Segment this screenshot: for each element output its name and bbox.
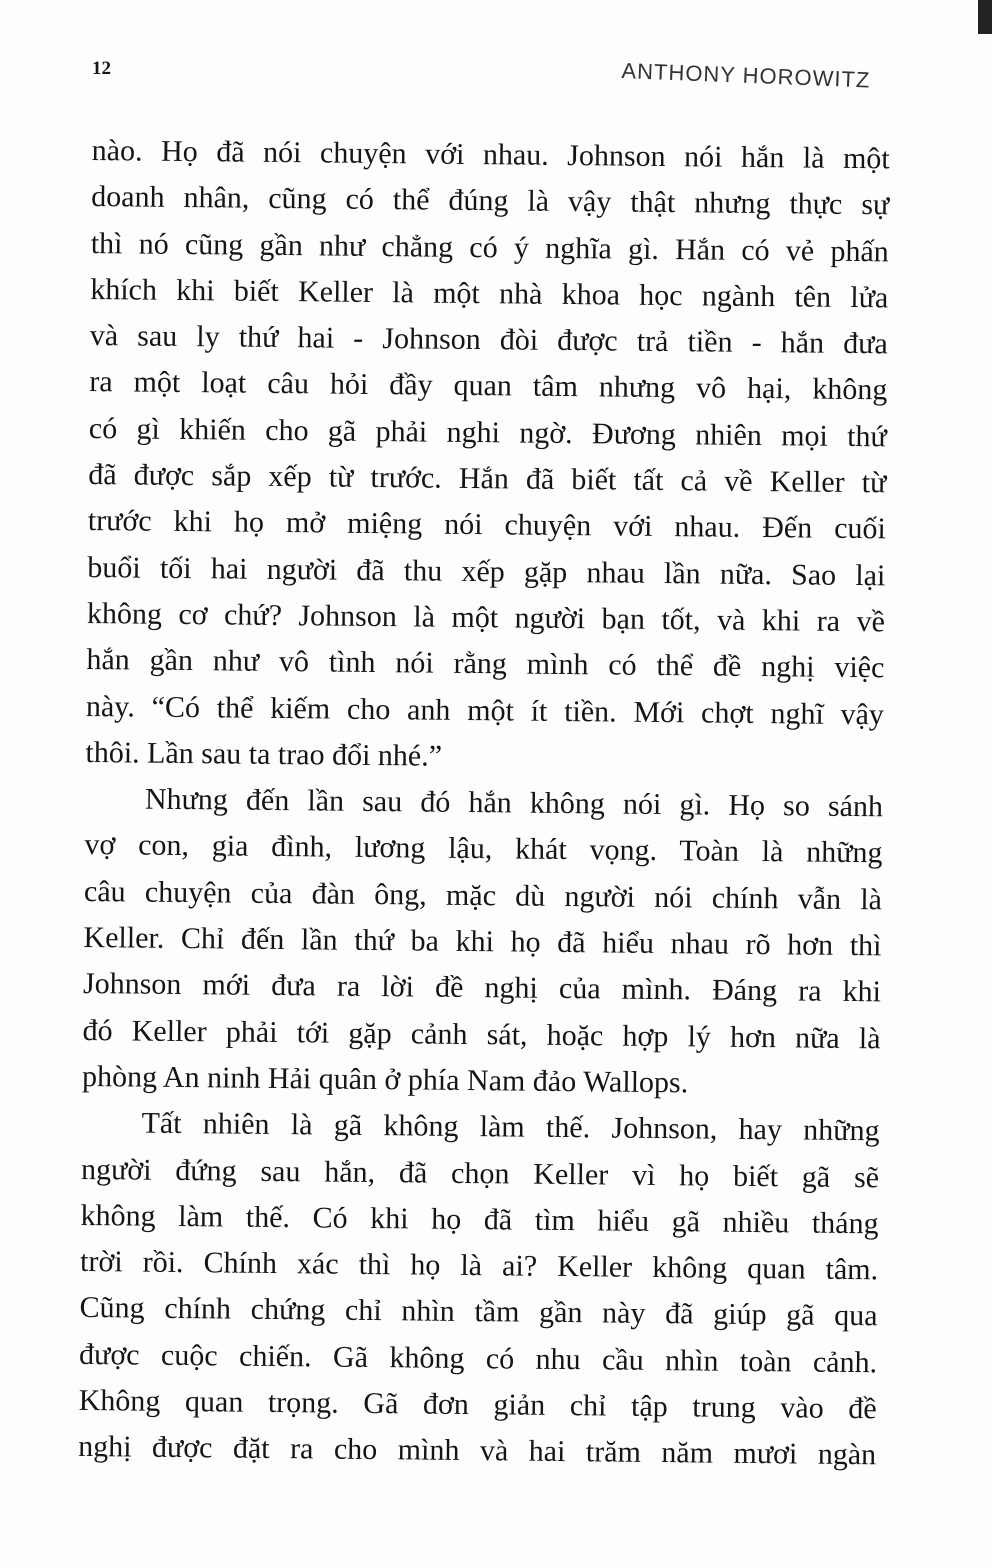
page-number: 12 [92, 58, 111, 79]
text-line: buổi tối hai người đã thu xếp gặp nhau lần nữa. Sao lại [87, 550, 886, 593]
text-line: nghị được đặt ra cho mình và hai trăm năm mươi ngàn [78, 1430, 877, 1472]
text-line: đã được sắp xếp từ trước. Hắn đã biết tất cả về Keller từ [88, 458, 887, 500]
text-line: ra một loạt câu hỏi đầy quan tâm nhưng vô hại, không [89, 365, 888, 407]
text-line: đó Keller phải tới gặp cảnh sát, hoặc hợp lý hơn nữa là [82, 1013, 881, 1055]
text-line: hắn gần như vô tình nói rằng mình có thể đề nghị việc [86, 643, 885, 685]
text-line: câu chuyện của đàn ông, mặc dù người nói chính vẫn là [83, 874, 883, 917]
text-line: khích khi biết Keller là một nhà khoa học ngành tên lửa [90, 272, 889, 315]
text-line: không cơ chứ? Johnson là một người bạn tốt, và khi ra về [86, 596, 886, 639]
body-text [78, 128, 890, 1479]
text-line: Tất nhiên là gã không làm thế. Johnson, hay những [141, 1106, 880, 1148]
text-line: Cũng chính chứng chỉ nhìn tầm gần này đã giúp gã qua [79, 1291, 878, 1333]
text-line: vợ con, gia đình, lương lậu, khát vọng. Toàn là những [84, 828, 883, 870]
text-line: thôi. Lần sau ta trao đổi nhé.” [85, 735, 443, 773]
text-line: được cuộc chiến. Gã không có nhu cầu nhìn toàn cảnh. [78, 1337, 878, 1380]
text-line: và sau ly thứ hai - Johnson đòi được trả tiền - hắn đưa [89, 319, 888, 361]
text-line: phòng An ninh Hải quân ở phía Nam đảo Wallops. [81, 1059, 689, 1100]
text-line: Nhưng đến lần sau đó hắn không nói gì. Họ so sánh [144, 782, 884, 824]
text-line: người đứng sau hắn, đã chọn Keller vì họ biết gã sẽ [80, 1152, 880, 1194]
text-line: trời rồi. Chính xác thì họ là ai? Keller không quan tâm. [79, 1245, 879, 1287]
text-line: có gì khiến cho gã phải nghi ngờ. Đương nhiên mọi thứ [88, 411, 887, 454]
text-line: Keller. Chỉ đến lần thứ ba khi họ đã hiểu nhau rõ hơn thì [83, 921, 882, 963]
text-line: này. “Có thể kiếm cho anh một ít tiền. Mới chợt nghĩ vậy [85, 689, 885, 731]
text-line: Johnson mới đưa ra lời đề nghị của mình. Đáng ra khi [82, 967, 882, 1009]
text-line: doanh nhân, cũng có thể đúng là vậy thật nhưng thực sự [91, 180, 890, 222]
scan-edge-mark [978, 0, 992, 34]
text-line: nào. Họ đã nói chuyện với nhau. Johnson nói hắn là một [91, 133, 890, 176]
text-line: Không quan trọng. Gã đơn giản chỉ tập trung vào đề [78, 1383, 877, 1426]
text-line: không làm thế. Có khi họ đã tìm hiểu gã nhiều tháng [80, 1198, 879, 1241]
text-line: thì nó cũng gần như chẳng có ý nghĩa gì. Hắn có vẻ phấn [90, 226, 889, 268]
running-head-author: ANTHONY HOROWITZ [621, 58, 871, 93]
text-line: trước khi họ mở miệng nói chuyện với nhau. Đến cuối [87, 504, 887, 546]
